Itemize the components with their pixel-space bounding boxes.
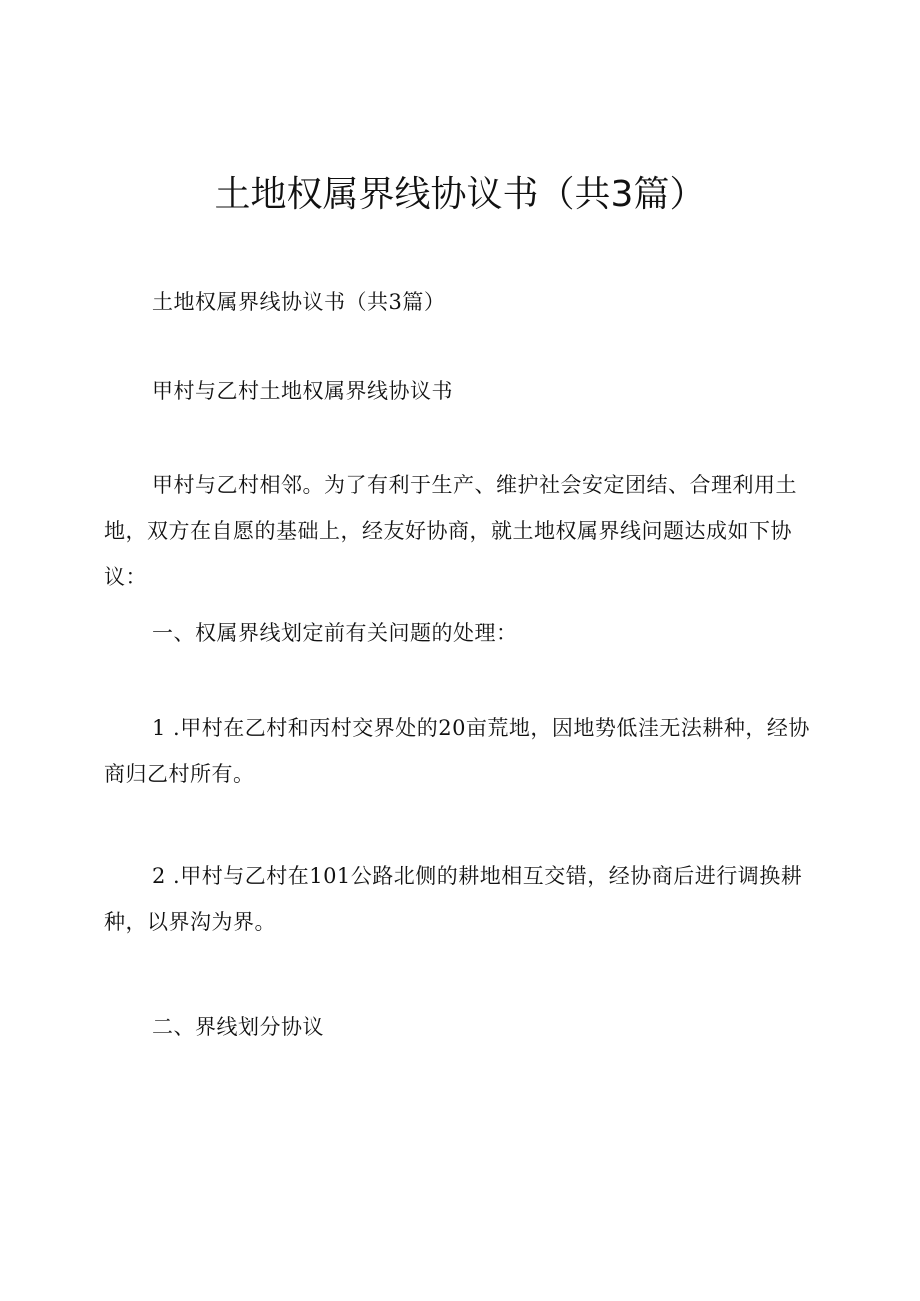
section-heading-1: 一、权属界线划定前有关问题的处理：	[152, 621, 518, 645]
agreement-heading: 甲村与乙村土地权属界线协议书	[152, 379, 453, 403]
document-title: 土地权属界线协议书（共3篇）	[214, 174, 706, 215]
intro-paragraph: 甲村与乙村相邻。为了有利于生产、维护社会安定团结、合理利用土地，双方在自愿的基础上，经友好协商，就土地权属界线问题达成如下协议：	[104, 473, 797, 589]
subtitle-paragraph: 土地权属界线协议书（共3篇）	[152, 290, 446, 314]
list-item-2: 2 .甲村与乙村在101公路北侧的耕地相互交错，经协商后进行调换耕种，以界沟为界。	[104, 864, 803, 934]
list-item-1: 1 .甲村在乙村和丙村交界处的20亩荒地，因地势低洼无法耕种，经协商归乙村所有。	[104, 716, 810, 786]
section-heading-2: 二、界线划分协议	[152, 1015, 324, 1039]
